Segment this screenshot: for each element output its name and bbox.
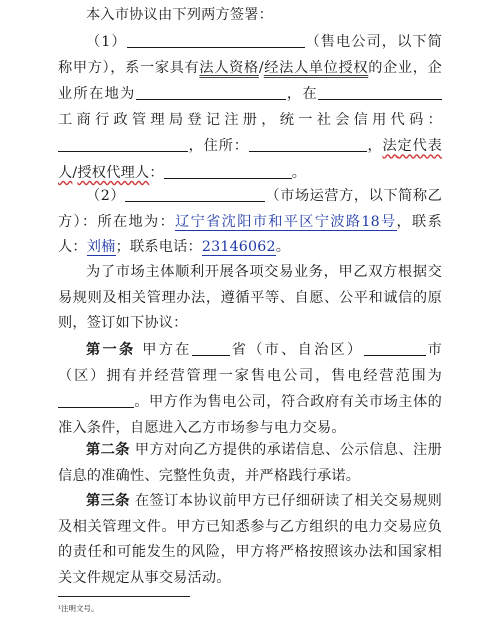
registry-text: 商行政管理局登记注册，统一社会信用代 [76, 111, 410, 128]
party-a-name-blank[interactable] [127, 29, 305, 48]
party-b-number: （2） [86, 188, 126, 204]
article-1 [58, 337, 442, 441]
intro-text: 本入市协议由下列两方签署： [86, 7, 274, 23]
legal-rep-term-a: 法 [382, 138, 398, 155]
address-label: ，住所： [188, 138, 249, 155]
period: 。 [291, 164, 307, 181]
phone-number: 23146062 [201, 239, 276, 256]
party-b-role: （市场运营方，以下简称乙方）： [58, 188, 442, 230]
legal-entity-term: 法人资格 [199, 59, 259, 76]
contact-name-a: 刘 [86, 239, 102, 256]
footnote: ¹注明文号。 [58, 604, 99, 613]
legal-rep-term-b: 定代表人 [58, 138, 442, 181]
contact-label: ，联系人： [58, 213, 442, 256]
party-a-number: （1） [86, 34, 127, 50]
intro-paragraph [58, 3, 442, 29]
article-3-heading: 第三条 [86, 493, 130, 509]
contact-name-b: 楠 [101, 239, 116, 256]
article-1-text-c: 市 [425, 342, 442, 358]
slash-2: / [72, 164, 78, 181]
article-1-text-a: 甲方在 [142, 342, 192, 358]
party-a-desc: 甲方），系一家具有 [72, 59, 200, 76]
colon: ： [149, 164, 164, 181]
business-scope-blank[interactable] [58, 389, 134, 408]
party-b-location-label: 所在地为： [97, 213, 176, 230]
location-label: 所在地为 [73, 86, 136, 103]
city-blank[interactable] [364, 337, 426, 356]
article-2-text: 甲方对向乙方提供的承诺信息、公示信息、注册信息的准确性、完整性负责，并严格践行承诺。 [58, 442, 443, 484]
comma: ， [366, 138, 383, 155]
slash: / [258, 59, 264, 76]
footnote-divider [58, 596, 190, 597]
article-3 [58, 489, 442, 591]
article-1-text-d: （区）拥有并经营管理一家售电公司，售电经营范围为 [58, 367, 442, 384]
article-1-heading: 第一条 [86, 342, 136, 358]
phone-label: ；联系电话： [115, 239, 202, 256]
authorized-unit-term: 经法人单位授权 [263, 59, 369, 76]
code-label: 码： [409, 111, 442, 128]
article-1-text-e: 。甲方作为售电公司，符合政府有关市场主体的准入条件，自愿进入乙方市场参与电力交易。 [58, 394, 442, 436]
party-a-desc-2: 的企业，企业 [58, 59, 442, 103]
purpose-paragraph [58, 260, 442, 337]
registry-blank[interactable] [318, 81, 442, 100]
text-gong: 工 [58, 111, 77, 128]
article-2 [58, 438, 442, 489]
party-a-role: （售电公司，以下简称 [58, 34, 442, 76]
party-b-address: 辽宁省沈阳市和平区宁波路18号 [175, 213, 397, 230]
address-blank[interactable] [249, 133, 367, 152]
article-2-heading: 第二条 [86, 442, 130, 458]
article-3-text-c: 及相关管理文件。甲方已知悉参与乙方组织的电力交易应负的责任和可能发生的风险，甲方将严格按照该办法和国家相关文件规定从事交易活动。 [58, 518, 442, 586]
party-b-paragraph [58, 183, 442, 261]
article-1-text-b: 省（市、自治区） [229, 342, 364, 358]
period-2: 。 [275, 239, 291, 256]
party-b-name-blank[interactable] [125, 183, 265, 202]
article-3-text-a: 在签订本协议前甲方已仔细研读了相关交易规 [134, 493, 428, 509]
registered-at-label: ，在 [285, 86, 318, 103]
location-blank[interactable] [136, 81, 286, 100]
party-a-paragraph [58, 29, 442, 187]
article-3-text-b: 则 [427, 493, 442, 509]
authorized-agent-term: 授权代理人 [77, 164, 150, 181]
credit-code-blank[interactable] [58, 133, 188, 152]
representative-blank[interactable] [164, 160, 292, 179]
province-blank[interactable] [192, 337, 230, 356]
purpose-text: 为了市场主体顺利开展各项交易业务，甲乙双方根据交易规则及相关管理办法，遵循平等、自愿、公平和诚信的原则，签订如下协议： [58, 264, 442, 332]
